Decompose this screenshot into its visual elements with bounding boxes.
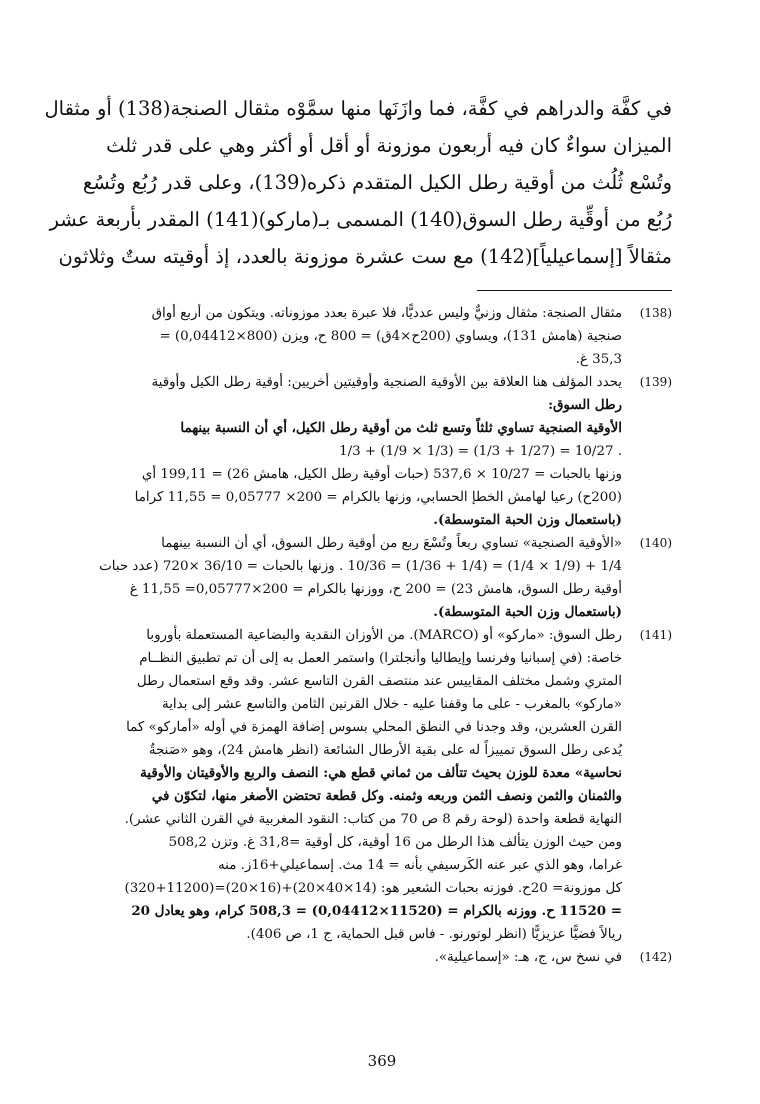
footnote-line: والثمنان والثمن ونصف الثمن وربعه وثمنه. وكل قطعة تحتضن الأصغر منها، لتكوّن في — [151, 788, 622, 804]
footnote-line: «الأوقية الصنجية» تساوي ربعاً وتُسْعَ ربع من أوقية رطل السوق، أي أن النسبة بينهما — [161, 536, 622, 551]
footnote-line: خاصة: (في إسبانيا وفرنسا وإيطاليا وأنجلترا) واستمر العمل به إلى أن تم تطبيق النظــام — [139, 651, 622, 666]
footnote-line: = 11520 ح. ووزنه بالكرام = (11520×0,04412) = 508,3 كرام، وهو يعادل 20 — [131, 903, 622, 919]
footnote-number: (140) — [639, 536, 672, 550]
main-text — [44, 90, 672, 275]
footnote-line: (باستعمال وزن الحبة المتوسطة). — [433, 512, 622, 528]
main-text-line: رُبُع من أوقِّية رطل السوق(140) المسمى بـ(ماركو)(141) المقدر بأربعة عشر — [49, 208, 672, 231]
footnote-line: مثقال الصنجة: مثقال وزنيٌّ وليس عدديًّا، فلا عبرة بعدد موزوناته. ويتكون من أربع أواق — [151, 306, 622, 321]
footnote-line: وزنها بالحبات = 10/27 × 537,6 (حبات أوقية رطل الكيل، هامش 26) = 199,11 أي — [141, 467, 622, 482]
page-number: 369 — [367, 1052, 397, 1070]
footnote-line: رطل السوق: — [548, 397, 622, 413]
book-page — [44, 90, 672, 1070]
footnote-line: «ماركو» بالمغرب - على ما وقفنا عليه - خلال القرنين الثامن والتاسع عشر إلى بداية — [162, 697, 622, 712]
footnote-139 — [92, 371, 672, 532]
main-text-line: في كفَّة والدراهم في كفَّة، فما وازَنَها منها سمَّوْه مثقال الصنجة(138) أو مثقال — [44, 97, 672, 120]
footnote-141 — [92, 624, 672, 946]
footnote-line: النهاية قطعة واحدة (لوحة رقم 8 ص 70 من كتاب: النقود المغربية في القرن الثاني عشر). — [124, 812, 622, 827]
footnote-line: غراما، وهو الذي عبر عنه الكَرسيفي بأنه = 14 مث. إسماعيلي+16ز. منه — [217, 858, 622, 873]
footnote-line: يحدد المؤلف هنا العلاقة بين الأوقية الصنجية وأوقيتين أخريين: أوقية رطل الكيل وأوقية — [151, 375, 622, 390]
main-text-line: مثقالاً [إسماعيلياً](142) مع ست عشرة موزونة بالعدد، إذ أوقيته ستٌ وثلاثون — [58, 245, 672, 268]
footnote-line: 35,3 غ. — [575, 352, 622, 367]
footnote-line: (200ح) رعيا لهامش الخطإ الحسابي، وزنها بالكرام = 200× 0,05777 = 11,55 كراما — [134, 490, 622, 505]
footnote-number: (138) — [639, 306, 672, 320]
footnote-line: في نسخ س، ج، هـ: «إسماعيلية». — [434, 950, 622, 965]
footnote-line: (باستعمال وزن الحبة المتوسطة). — [433, 604, 622, 620]
footnote-line: القرن العشرين، وقد وجدنا في النطق المحلي بسوس إضافة الهمزة في أوله «أماركو» كما — [126, 720, 622, 735]
footnote-line: رطل السوق: «ماركو» أو (MARCO). من الأوزان النقدية والبضاعية المستعملة بأوروبا — [146, 628, 622, 643]
footnote-line: كل موزونة= 20ح. فوزنه بحبات الشعير هو: (14×40×20)+(16×20)=(11200+320) — [124, 881, 622, 896]
footnote-line: ريالاً فضيًّا عزيزيًّا (انظر لوتورنو. - فاس قبل الحماية، ج 1، ص 406). — [246, 927, 622, 942]
main-text-line: وتُسْع ثُلُث من أوقية رطل الكيل المتقدم ذكره(139)، وعلى قدر رُبُع وتُسُع — [82, 171, 672, 194]
footnotes — [92, 302, 672, 969]
footnote-number: (139) — [639, 375, 672, 389]
footnote-separator — [477, 290, 672, 291]
footnote-line: ومن حيث الوزن يتألف هذا الرطل من 16 أوقية، كل أوقية =31,8 غ. وتزن 508,2 — [168, 835, 622, 850]
footnote-formula: 1/3 + (1/9 × 1/3) = (1/3 + 1/27) = 10/27 . — [339, 444, 622, 459]
main-text-line: الميزان سواءٌ كان فيه أربعون موزونة أو أقل أو أكثر وهي على قدر ثلث — [106, 134, 672, 157]
footnote-line: صنجية (هامش 131)، ويساوي (200ح×4ق) = 800 ح، ويزن (800×0,04412) = — [159, 329, 622, 344]
footnote-line: الأوقية الصنجية تساوي ثلثاً وتسع ثلث من أوقية رطل الكيل، أي أن النسبة بينهما — [180, 420, 622, 436]
footnote-line: المتري وشمل مختلف المقاييس عند منتصف القرن التاسع عشر. وقد وقع استعمال رطل — [136, 674, 622, 689]
footnote-number: (141) — [639, 628, 672, 642]
footnote-line: يُدعى رطل السوق تمييزاً له على بقية الأرطال الشائعة (انظر هامش 24)، وهو «صَنجةٌ — [148, 743, 622, 758]
footnote-138 — [92, 302, 672, 371]
footnote-140 — [92, 532, 672, 624]
footnote-number: (142) — [639, 950, 672, 964]
footnote-line: 1/4 + (1/9 × 1/4) = (1/4 + 1/36) = 10/36 . وزنها بالحبات = 36/10 ×720 (عدد حبات — [99, 559, 622, 574]
footnote-line: نحاسية» معدة للوزن بحيث تتألف من ثماني قطع هي: النصف والربع والأوقيتان والأوقية — [140, 765, 622, 781]
footnote-142 — [92, 946, 672, 969]
footnote-line: أوقية رطل السوق، هامش 23) = 200 ح، ووزنها بالكرام = 200×0,05777= 11,55 غ — [129, 582, 622, 597]
